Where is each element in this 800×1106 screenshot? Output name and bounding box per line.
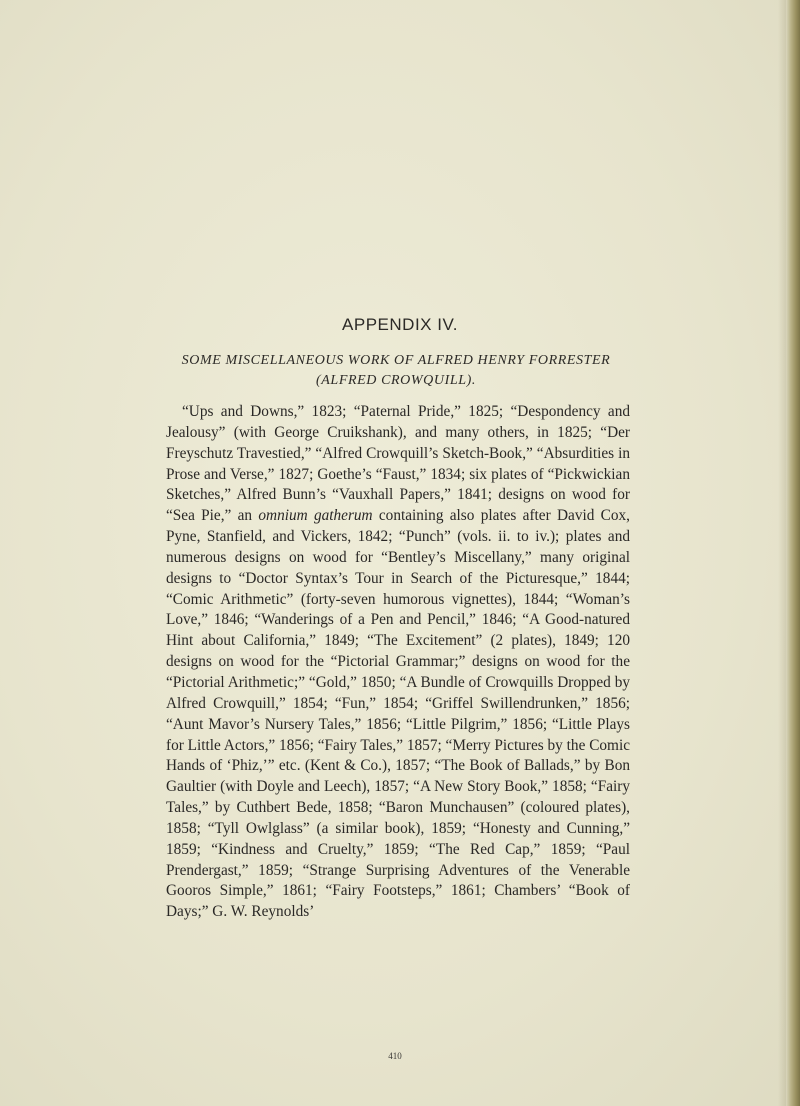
- appendix-heading: APPENDIX IV.: [342, 315, 458, 334]
- body-text-part-2: containing also plates after David Cox, Pyne, Stanfield, and Vickers, 1842; “Punch” (vols. ii. to iv.); plates and numerous designs on wood for “Bentley’s Miscellany,” many original designs to “Doctor Syntax’s Tour in Search of the Picturesque,” 1844; “Comic Arithmetic” (forty-seven humorous vignettes), 1844; “Woman’s Love,” 1846; “Wanderings of a Pen and Pencil,” 1846; “A Good-natured Hint about California,” 1849; “The Excitement” (2 plates), 1849; 120 designs on wood for the “Pictorial Grammar;” designs on wood for the “Pictorial Arithmetic;” “Gold,” 1850; “A Bundle of Crowquills Dropped by Alfred Crowquill,” 1854; “Fun,” 1854; “Griffel Swillendrunken,” 1856; “Aunt Mavor’s Nursery Tales,” 1856; “Little Pilgrim,” 1856; “Little Plays for Little Actors,” 1856; “Fairy Tales,” 1857; “Merry Pictures by the Comic Hands of ‘Phiz,’” etc. (Kent & Co.), 1857; “The Book of Ballads,” by Bon Gaultier (with Doyle and Leech), 1857; “A New Story Book,” 1858; “Fairy Tales,” by Cuthbert Bede, 1858; “Baron Munchausen” (coloured plates), 1858; “Tyll Owlglass” (a similar book), 1859; “Honesty and Cunning,” 1859; “Kindness and Cruelty,” 1859; “The Red Cap,” 1859; “Paul Prendergast,” 1859; “Strange Surprising Adventures of the Venerable Gooros Simple,” 1861; “Fairy Footsteps,” 1861; Chambers’ “Book of Days;” G. W. Reynolds’: [166, 507, 630, 921]
- page-edge-shadow: [778, 0, 786, 1106]
- body-paragraph: [166, 402, 630, 923]
- page-number: 410: [388, 1051, 402, 1061]
- body-italic-phrase: omnium gatherum: [258, 507, 373, 525]
- book-page-edge: [786, 0, 800, 1106]
- section-title: SOME MISCELLANEOUS WORK OF ALFRED HENRY FORRESTER (ALFRED CROWQUILL).: [181, 353, 611, 388]
- body-text-part-1: “Ups and Downs,” 1823; “Paternal Pride,” 1825; “Despondency and Jealousy” (with George Cruikshank), and many others, in 1825; “Der Freyschutz Travestied,” “Alfred Crowquill’s Sketch-Book,” “Absurdities in Prose and Verse,” 1827; Goethe’s “Faust,” 1834; six plates of “Pickwickian Sketches,” Alfred Bunn’s “Vauxhall Papers,” 1841; designs on wood for “Sea Pie,” an: [166, 403, 630, 525]
